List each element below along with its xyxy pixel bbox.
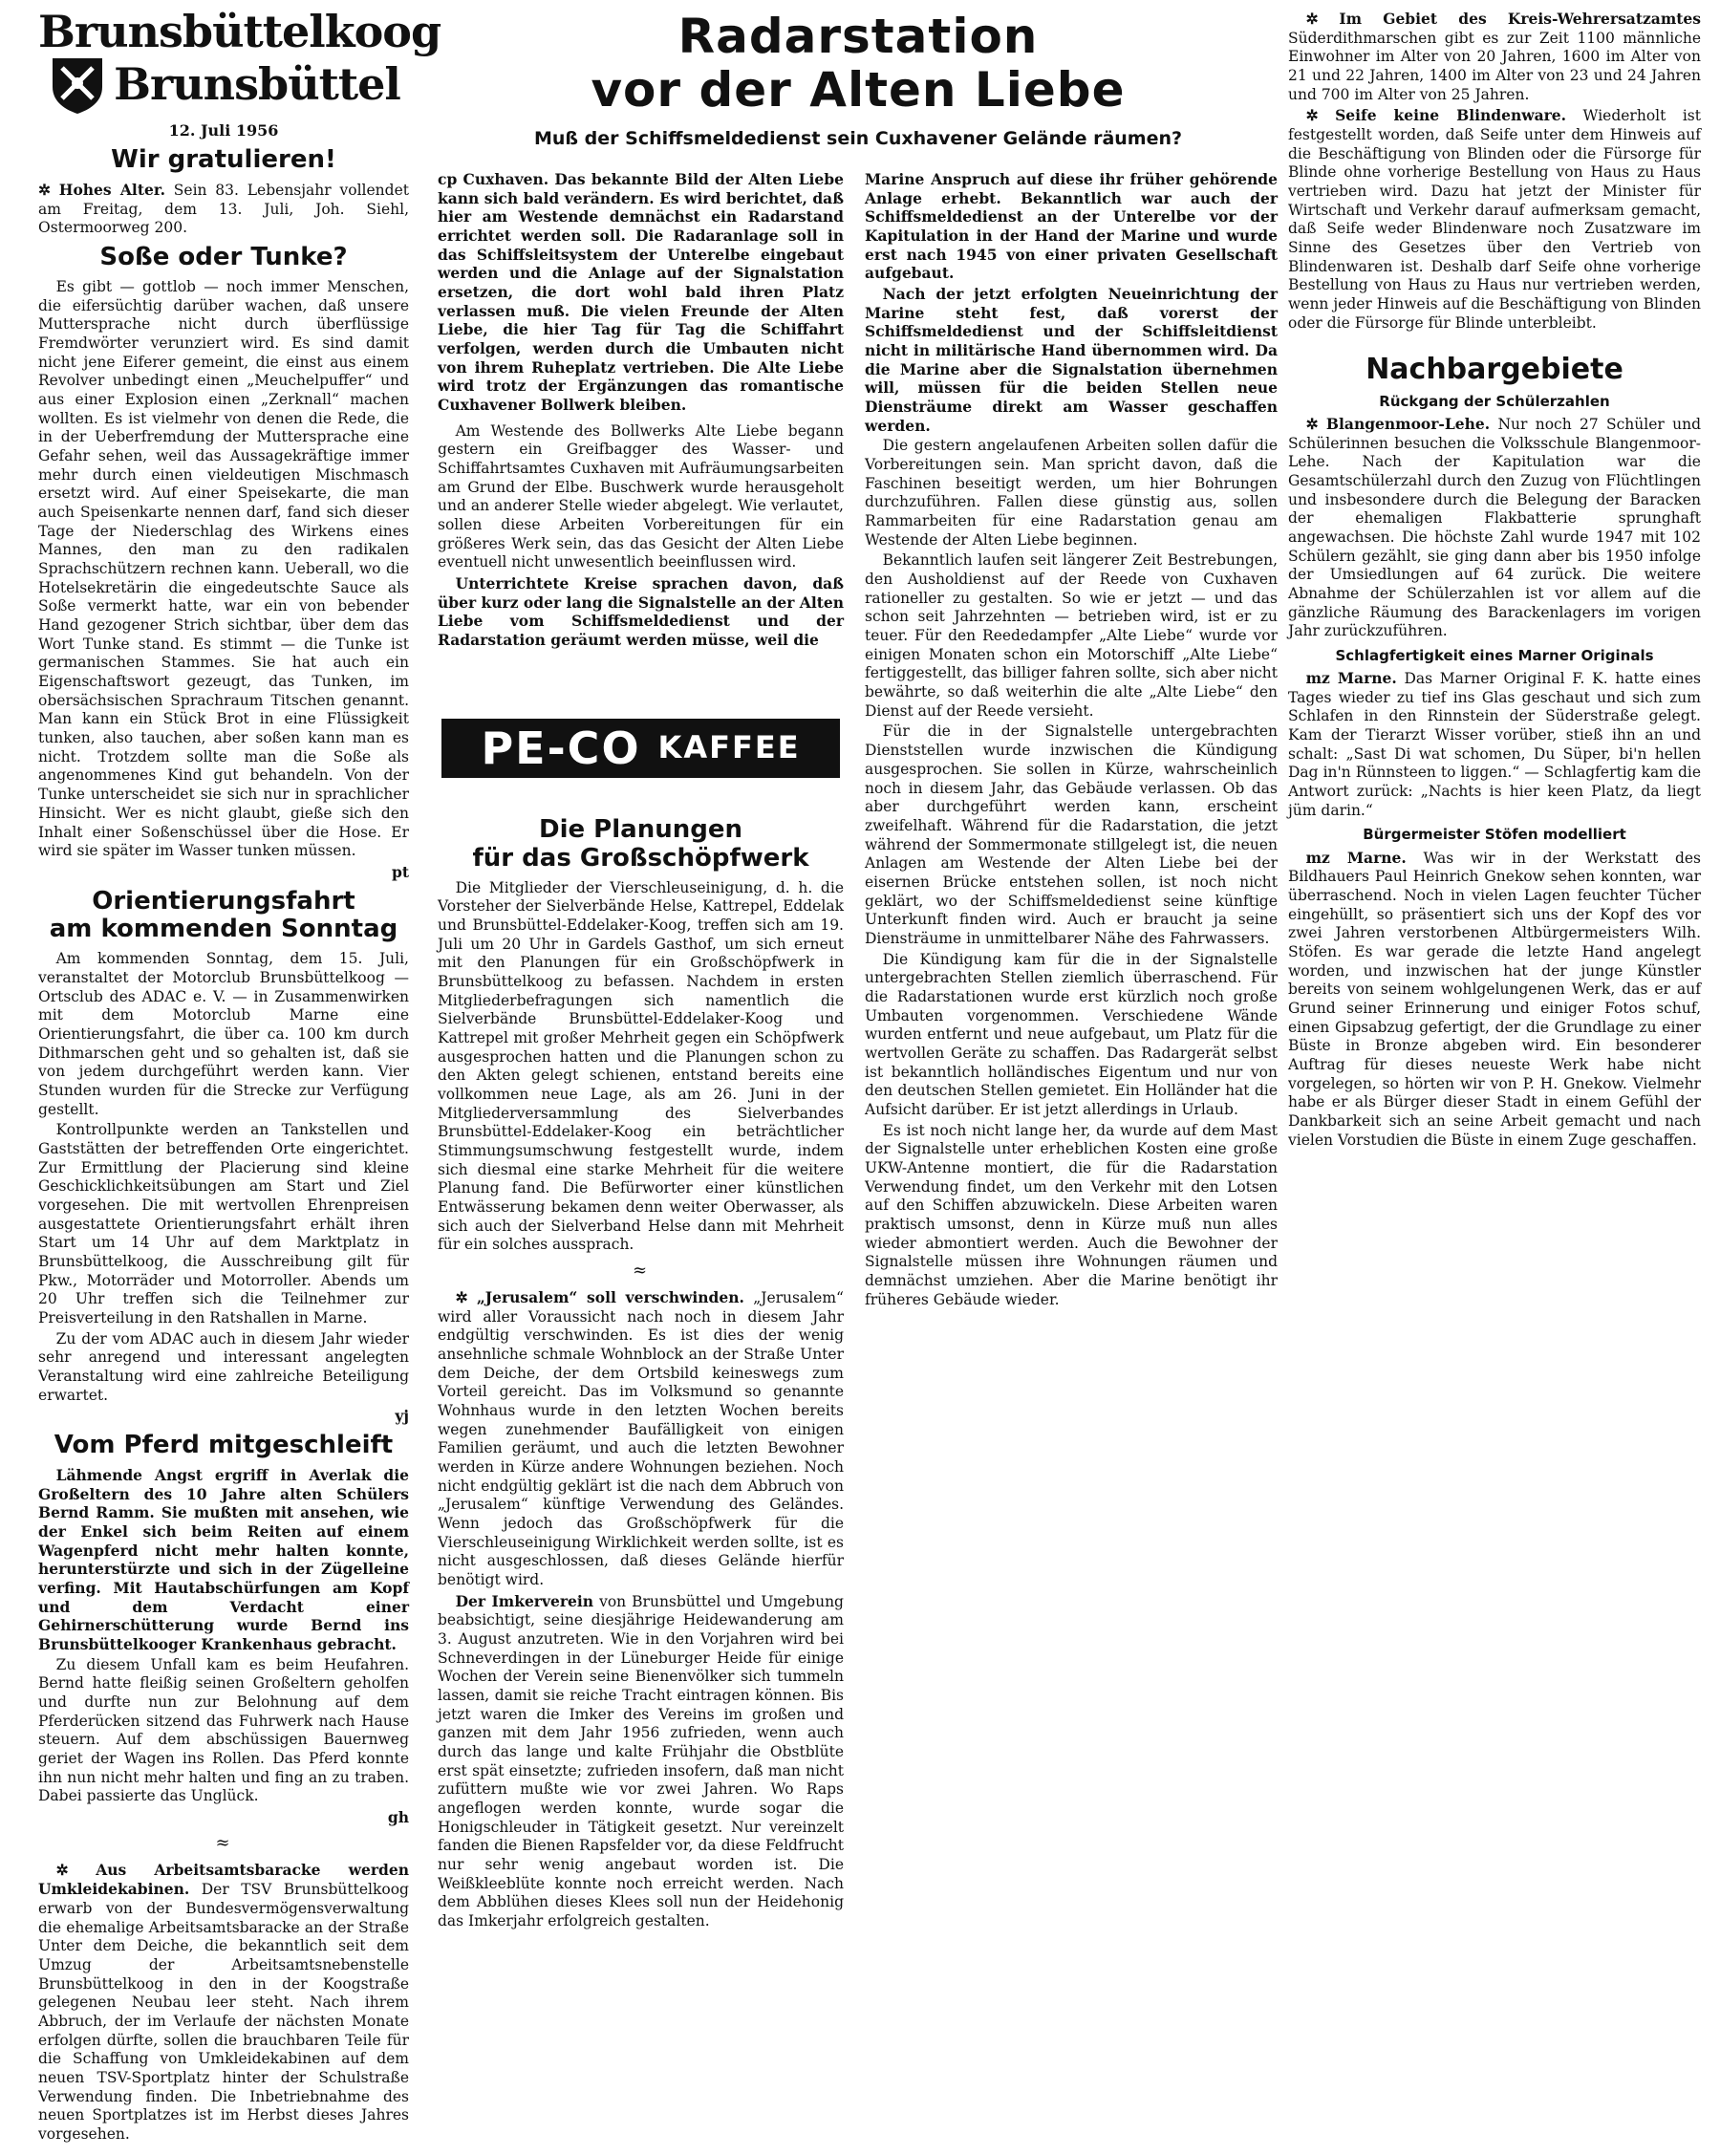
planungen-title-line2: für das Großschöpfwerk — [472, 843, 809, 873]
baracke-lead: Aus Arbeitsamtsbaracke werden Umkleidekabinen. — [38, 1860, 409, 1899]
peco-kaffee-ad — [441, 719, 840, 778]
planungen-title — [438, 816, 844, 873]
star-icon: ✲ — [1305, 10, 1319, 28]
gratulieren-lead: Hohes Alter. — [58, 181, 165, 200]
orient-title — [38, 888, 409, 945]
jerusalem-lead: „Jerusalem“ soll verschwinden. — [476, 1287, 744, 1306]
headline-line1: Radarstation — [677, 9, 1039, 64]
main-lead: cp Cuxhaven. Das bekannte Bild der Alten Liebe kann sich bald verändern. Es wird berichtet, daß hier am Westende demnächst ein Radarstand errichtet werden soll. Die Radaranlage soll in das Schiffsleitsystem der Unterelbe eingebaut werden und die Anlage auf der Signalstation ersetzen, die dort wohl bald ihren Platz verlassen muß. Die vielen Freunde der Alten Liebe, die hier Tag für Tag die Schiffahrt verfolgen, werden durch die Umbauten nicht von ihrem Ruheplatz vertrieben. Die Alte Liebe wird trotz der Ergänzungen das romantische Cuxhavener Bollwerk bleiben. — [438, 170, 844, 415]
main-p5: Die gestern angelaufenen Arbeiten sollen dafür die Vorbereitungen sein. Man spricht davon, daß die Faschinen beseitigt werden, um hier Bohrungen durchzuführen. Fallen diese günstig aus, sollen Rammarbeiten für eine Radarstation genau am Westende der Alten Liebe beginnen. — [865, 437, 1278, 549]
schlag-lead: mz Marne. — [1305, 669, 1397, 688]
orient-title-line1: Orientierungsfahrt — [92, 886, 355, 916]
planungen-title-line1: Die Planungen — [539, 814, 742, 844]
column-2 — [438, 170, 844, 1933]
gratulieren-title: Wir gratulieren! — [111, 145, 336, 175]
star-icon: ✲ — [55, 1860, 69, 1879]
sosse-signature: pt — [392, 862, 409, 881]
schueler-title: Rückgang der Schülerzahlen — [1379, 392, 1610, 410]
seife-text — [1288, 106, 1701, 333]
nachbargebiete-title: Nachbargebiete — [1365, 353, 1623, 387]
wehr-body: Süderdithmarschen gibt es zur Zeit 1100 männliche Einwohner im Alter von 20 Jahren, 1600 im Alter von 21 und 22 Jahren, 1400 im Alter von 23 und 24 Jahren und 700 im Alter von 25 Jahren. — [1288, 29, 1701, 103]
imker-lead: Der Imkerverein — [455, 1591, 594, 1610]
column-3 — [865, 170, 1278, 1311]
masthead-line1: Brunsbüttelkoog — [38, 6, 441, 57]
orient-p1: Am kommenden Sonntag, dem 15. Juli, veranstaltet der Motorclub Brunsbüttelkoog — Ortsclub des ADAC e. V. — in Zusammenwirken mit dem Motorclub Marne eine Orientierungsfahrt, die über ca. 100 km durch Dithmarschen geht und so gehalten ist, daß sie von jedem durchgeführt werden kann. Vier Stunden wurden für die Strecke zur Verfügung gestellt. — [38, 950, 409, 1118]
schueler-text — [1288, 415, 1701, 641]
star-icon: ✲ — [455, 1287, 468, 1306]
masthead-line2: Brunsbüttel — [114, 58, 400, 111]
schlag-text — [1288, 669, 1701, 820]
star-icon: ✲ — [1305, 414, 1319, 433]
separator-ornament: ≈ — [632, 1261, 650, 1282]
main-p7: Für die in der Signalstelle untergebrachten Dienststellen wurde inzwischen die Kündigung ausgesprochen. Sie sollen in Kürze, wahrscheinlich noch in diesem Jahr, das Gebäude verlassen. Ob das aber durchgeführt werden kann, erscheint zweifelhaft. Während für die Radarstation, die jetzt während der Sommermonate stillgelegt ist, die neuen Anlagen am Westende der Alten Liebe bei der eisernen Brücke entstehen sollen, ist noch nicht geklärt, wo der Schiffsmeldedienst seine künftige Unterkunft finden wird. Auch er braucht ja seine Diensträume in unmittelbarer Nähe des Fahrwassers. — [865, 722, 1278, 947]
gratulieren-body: Sein 83. Lebensjahr vollendet am Freitag, dem 13. Juli, Joh. Siehl, Ostermoorweg 200. — [38, 182, 409, 237]
sosse-title: Soße oder Tunke? — [99, 243, 348, 272]
main-subtitle: Muß der Schiffsmeldedienst sein Cuxhavener Gelände räumen? — [533, 128, 1183, 149]
stoefen-body: Was wir in der Werkstatt des Bildhauers Paul Heinrich Gnekow sehen konnten, war überraschend. Noch in vielen Lagen feuchter Tücher eingehüllt, so präsentiert sich uns der Kopf des vor zwei Jahren verstorbenen Altbürgermeisters Wilh. Stöfen. Es war gerade die letzte Hand angelegt worden, und inzwischen hat der junge Künstler bereits von seinem wohlgelungenen Werk, das er auf Grund seiner Erinnerung und einiger Fotos schuf, einen Gipsabzug gefertigt, der die Grundlage zu einer Büste in Bronze abgeben wird. Ein besonderer Auftrag für dieses neueste Werk habe nicht vorgelegen, so hörten wir von P. H. Gnekow. Vielmehr habe er als Bürger dieser Stadt in einem Gefühl der Dankbarkeit sich an seine Arbeit gemacht und nach vielen Vorstudien die Büste in einem Zuge geschaffen. — [1288, 849, 1701, 1149]
imker-text — [438, 1592, 844, 1931]
baracke-text — [38, 1861, 409, 2145]
planungen-text: Die Mitglieder der Vierschleuseinigung, d. h. die Vorsteher der Sielverbände Helse, Kattrepel, Eddelak und Brunsbüttel-Eddelaker-Koog, treffen sich am 19. Juli um 20 Uhr in Gardels Gasthof, um sich erneut mit den Planungen für ein Großschöpfwerk in Brunsbüttelkoog zu befassen. Nachdem in ersten Mitgliederbefragungen sich namentlich die Sielverbände Brunsbüttel-Eddelaker-Koog und Kattrepel mit großer Mehrheit gegen ein Schöpfwerk ausgesprochen hatten und die Planungen schon zu den Akten gelegt schienen, entstand bereits eine vollkommen neue Lage, als am 26. Juni in der Mitgliederversammlung des Sielverbandes Brunsbüttel-Eddelaker-Koog ein beträchtlicher Stimmungsumschwung festgestellt wurde, indem sich diesmal eine starke Mehrheit für die weitere Planung fand. Die Befürworter einer künstlichen Entwässerung bekamen denn weiter Oberwasser, als sich auch der Sielverband Helse dann mit Mehrheit für ein solches aussprach. — [438, 878, 844, 1254]
imker-body: von Brunsbüttel und Umgebung beabsichtigt, seine diesjährige Heidewanderung am 3. August anzutreten. Wie in den Vorjahren wird bei Schneverdingen in der Lüneburger Heide für einige Wochen der Verein seine Bienenvölker sich tummeln lassen, damit sie reiche Tracht eintragen können. Bis jetzt waren die Imker des Vereins im großen und ganzen mit dem Jahr 1956 zufrieden, wenn auch durch das lange und kalte Frühjahr die Obstblüte erst spät einsetzte; zufrieden insofern, daß man nicht zufüttern mußte wie vor zwei Jahren. Wo Raps angeflogen werden konnte, wurde sogar die Honigschleuder in Tätigkeit gesetzt. Nur vereinzelt fanden die Bienen Rapsfelder vor, da diese Feldfrucht nur sehr wenig angebaut worden ist. Die Weißkleeblüte konnte noch erreicht werden. Nach dem Abblühen dieses Klees soll nun der Heidehonig das Imkerjahr erfolgreich gestalten. — [438, 1592, 844, 1930]
jerusalem-body: „Jerusalem“ wird aller Voraussicht nach noch in diesem Jahr endgültig verschwinden. Es ist dies der wenig ansehnliche schmale Wohnblock an der Straße Unter dem Deiche, der dem Ortsbild keineswegs zum Vorteil gereicht. Das im Volksmund so genannte Wohnhaus wurde in den letzten Wochen bereits wegen zunehmender Baufälligkeit von einigen Familien geräumt, und auch die letzten Bewohner werden in Kürze andere Wohnungen beziehen. Noch nicht endgültig geklärt ist die nach dem Abbruch von „Jerusalem“ künftige Verwendung des Geländes. Wenn jedoch das Großschöpfwerk für die Vierschleuseinigung Wirklichkeit werden sollte, ist es nicht ausgeschlossen, daß dieses Gelände hierfür benötigt wird. — [438, 1288, 844, 1588]
wehr-text — [1288, 10, 1701, 104]
main-p8: Die Kündigung kam für die in der Signalstelle untergebrachten Stellen ziemlich überraschend. Für die Radarstationen wurde erst kürzlich noch große Umbauten vorgenommen. Verschiedene Wände wurden entfernt und neue aufgebaut, um Platz für die wertvollen Geräte zu schaffen. Das Radargerät selbst ist bekanntlich holländisches Eigentum und nur von den deutschen Stellen gemietet. Ein Holländer hat die Aufsicht darüber. Er ist jetzt allerdings in Urlaub. — [865, 950, 1278, 1118]
pferd-title: Vom Pferd mitgeschleift — [54, 1431, 394, 1460]
schlag-body: Das Marner Original F. K. hatte eines Tages wieder zu tief ins Glas geschaut und sich zum Schlafen in den Rinnstein der Süderstraße gelegt. Kam der Tierarzt Wisser vorüber, stieß ihn an und schalt: „Sast Di wat schomen, Du Süper, bi'n hellen Dag in'n Rünnsteen to liggen.“ — Schlagfertig kam die Antwort zurück: „Nachts is hier keen Platz, da liegt jüm darin.“ — [1288, 670, 1701, 819]
star-icon: ✲ — [1305, 106, 1319, 125]
schueler-body: Nur noch 27 Schüler und Schülerinnen besuchen die Volksschule Blangenmoor-Lehe. Nach der Kapitulation war die Gesamtschülerzahl durch den Zuzug von Flüchtlingen und insbesondere durch die Belegung der Baracken der ehemaligen Flakbatterie sprunghaft angewachsen. Die höchste Zahl wurde 1947 mit 102 Schülern gezählt, sie ging dann aber bis 1950 infolge der Umsiedlungen auf 64 zurück. Die weitere Abnahme der Schülerzahlen ist vor allem auf die gänzliche Räumung des Barackenlagers im vorigen Jahr zurückzuführen. — [1288, 415, 1701, 640]
stoefen-title: Bürgermeister Stöfen modelliert — [1363, 826, 1626, 844]
star-icon: ✲ — [38, 181, 51, 200]
schueler-lead: Blangenmoor-Lehe. — [1325, 414, 1491, 433]
column-1 — [38, 6, 441, 2146]
orient-p3: Zu der vom ADAC auch in diesem Jahr wieder sehr anregend und interessant angelegten Veranstaltung wird eine zahlreiche Beteiligung erwartet. — [38, 1329, 409, 1404]
masthead-row2 — [38, 54, 409, 116]
main-headline — [438, 10, 1279, 117]
orient-title-line2: am kommenden Sonntag — [49, 915, 398, 944]
gratulieren-text — [38, 181, 409, 238]
pferd-text: Zu diesem Unfall kam es beim Heufahren. Bernd hatte fleißig seinen Großeltern geholfen und durfte nun zur Belohnung auf dem Pferderücken sitzend das Fuhrwerk nach Hause steuern. Auf dem abschüssigen Bauernweg geriet der Wagen ins Rollen. Das Pferd konnte ihn nun nicht mehr halten und fing an zu traben. Dabei passierte das Unglück. — [38, 1655, 409, 1805]
wehr-lead: Im Gebiet des Kreis-Wehrersatzamtes — [1339, 10, 1701, 28]
main-p6: Bekanntlich laufen seit längerer Zeit Bestrebungen, den Ausholdienst auf der Reede von Cuxhaven rationeller zu gestalten. So wie er jetzt — und das schon seit Jahrzehnten — betrieben wird, ist er zu teuer. Für den Reededampfer „Alte Liebe“ wurde vor einigen Monaten schon ein Motorschiff „Alte Liebe“ fertiggestellt, das billiger fahren sollte, sich aber nicht bewährte, so daß weiterhin die alte „Alte Liebe“ den Dienst auf der Reede versieht. — [865, 551, 1278, 720]
issue-date: 12. Juli 1956 — [168, 120, 279, 140]
schlag-title: Schlagfertigkeit eines Marner Originals — [1335, 647, 1654, 665]
separator-ornament: ≈ — [215, 1832, 232, 1853]
main-p3: Marine Anspruch auf diese ihr früher gehörende Anlage erhebt. Bekanntlich war auch der Schiffsmeldedienst an der Unterelbe vor der Kapitulation in der Hand der Marine und wurde erst nach 1945 von einer privaten Gesellschaft aufgebaut. — [865, 170, 1278, 283]
coat-of-arms-icon — [47, 54, 108, 116]
main-p1: Am Westende des Bollwerks Alte Liebe begann gestern ein Greifbagger des Wasser- und Schiffahrtsamtes Cuxhaven mit Aufräumungsarbeiten am Grund der Elbe. Buschwerk wurde herausgeholt und an anderer Stelle wieder abgelegt. Wie verlautet, sollen diese Arbeiten Vorbereitungen für ein größeres Werk sein, das das Gesicht der Alten Liebe eventuell nicht unwesentlich beeinflussen wird. — [438, 421, 844, 571]
jerusalem-text — [438, 1288, 844, 1590]
seife-lead: Seife keine Blindenware. — [1335, 106, 1567, 125]
orient-p2: Kontrollpunkte werden an Tankstellen und Gaststätten der betreffenden Orte eingerichtet. Zur Ermittlung der Placierung sind kleine Geschicklichkeitsübungen am Start und Ziel vorgesehen. Die mit wertvollen Ehrenpreisen ausgestattete Orientierungsfahrt erhält ihren Start um 14 Uhr auf dem Marktplatz in Brunsbüttelkoog, die Ausschreibung gilt für Pkw., Motorräder und Motorroller. Abends um 20 Uhr treffen sich die Teilnehmer zur Preisverteilung in den Ratshallen in Marne. — [38, 1121, 409, 1327]
main-p2: Unterrichtete Kreise sprachen davon, daß über kurz oder lang die Signalstelle an der Alten Liebe vom Schiffsmeldedienst und der Radarstation geräumt werden müsse, weil die — [438, 574, 845, 650]
headline-line2: vor der Alten Liebe — [591, 62, 1126, 118]
masthead — [38, 6, 441, 116]
ad-product: KAFFEE — [657, 729, 801, 766]
sosse-text: Es gibt — gottlob — noch immer Menschen, die eifersüchtig darüber wachen, daß unsere Muttersprache nicht durch überflüssige Fremdwörter verunziert wird. Es sind damit nicht jene Eiferer gemeint, die einst aus einem Revolver unbedingt einen „Meuchelpuffer“ und aus einer Explosion einen „Zerknall“ machen wollten. Es ist vielmehr von denen die Rede, die in der Ueberfremdung der Muttersprache eine Gefahr sehen, weil das Aussagekräftige immer mehr durch einen vieldeutigen Mischmasch ersetzt wird. Auf einer Speisekarte, die man auch Speisenkarte nennen darf, fand sich dieser Tage der Niederschlag des Wirkens eines Mannes, den man zu den radikalen Sprachschützern rechnen kann. Ueberall, wo die Hotelsekretärin die eingedeutschte Sauce als Soße vermerkt hatte, war ein von bebender Hand gezogener Strich sichtbar, über dem das Wort Tunke stand. Es stimmt — die Tunke ist germanischen Stammes. Sie hat auch ein Eigenschaftswort gezeugt, das Tunken, im obersächsischen Sprachraum Titschen genannt. Man kann ein Stück Brot in eine Flüssigkeit tunken, also tauchen, aber soßen kann man es nicht. Trotzdem sollte man die Soße als angenommenes Kind gut behandeln. Von der Tunke unterscheidet sie sich nur in sprachlicher Hinsicht. Wer es nicht glaubt, gieße sich den Inhalt einer Soßenschüssel über die Hose. Er wird sie später im Wasser tunken müssen. — [38, 278, 409, 860]
stoefen-lead: mz Marne. — [1305, 848, 1407, 867]
seife-body: Wiederholt ist festgestellt worden, daß Seife unter dem Hinweis auf die Beschäftigung von Blinden oder die Fürsorge für Blinde ohne vorherige Bestellung von Haus zu Haus vertrieben wird. Dazu hat jetzt der Minister für Wirtschaft und Verkehr darauf aufmerksam gemacht, daß Seife weder Blindenware noch Zusatzware im Sinne des Gesetzes über den Vertrieb von Blindenwaren ist. Deshalb darf Seife ohne vorherige Bestellung von Haus zu Haus nur vertrieben werden, wenn jeder Hinweis auf die Beschäftigung von Blinden oder die Fürsorge für Blinde unterbleibt. — [1288, 107, 1701, 332]
pferd-signature: gh — [387, 1808, 409, 1827]
column-4 — [1288, 10, 1701, 1152]
stoefen-text — [1288, 849, 1701, 1151]
main-p4: Nach der jetzt erfolgten Neueinrichtung der Marine steht fest, daß vorerst der Schiffsmeldedienst und der Schiffsleitdienst nicht in militärische Hand übernommen wird. Da die Marine aber die Signalstation übernehmen will, müssen für die beiden Stellen neue Diensträume direkt am Wasser geschaffen werden. — [865, 285, 1278, 435]
pferd-lead: Lähmende Angst ergriff in Averlak die Großeltern des 10 Jahre alten Schülers Bernd Ramm. Sie mußten mit ansehen, wie der Enkel sich beim Reiten auf einem Wagenpferd nicht mehr halten konnte, herunterstürzte und sich in der Zügelleine verfing. Mit Hautabschürfungen am Kopf und dem Verdacht einer Gehirnerschütterung wurde Bernd ins Brunsbüttelkooger Krankenhaus gebracht. — [38, 1465, 409, 1654]
baracke-body: Der TSV Brunsbüttelkoog erwarb von der Bundesvermögensverwaltung die ehemalige Arbeitsamtsbaracke an der Straße Unter dem Deiche, die bekanntlich seit dem Umzug der Arbeitsamtsnebenstelle Brunsbüttelkoog in den in der Koogstraße gelegenen Neubau leer steht. Nach ihrem Abbruch, der im Verlaufe der nächsten Monate erfolgen dürfte, sollen die brauchbaren Teile für die Schaffung von Umkleidekabinen auf dem neuen TSV-Sportplatz hinter der Schulstraße Verwendung finden. Die Inbetriebnahme des neuen Sportplatzes ist im Herbst dieses Jahres vorgesehen. — [38, 1881, 409, 2144]
ad-brand: PE-CO — [481, 722, 641, 774]
main-p9: Es ist noch nicht lange her, da wurde auf dem Mast der Signalstelle unter erheblichen Kosten eine große UKW-Antenne montiert, die für die Radarstation Verwendung findet, um den Verkehr mit den Lotsen auf den Schiffen abzuwickeln. Diese Arbeiten waren praktisch umsonst, denn in Kürze muß nun alles wieder abmontiert werden. Auch die Bewohner der Signalstelle müssen ihre Wohnungen räumen und demnächst umziehen. Aber die Marine benötigt ihr früheres Gebäude wieder. — [865, 1121, 1278, 1308]
orient-signature: yj — [395, 1407, 409, 1426]
